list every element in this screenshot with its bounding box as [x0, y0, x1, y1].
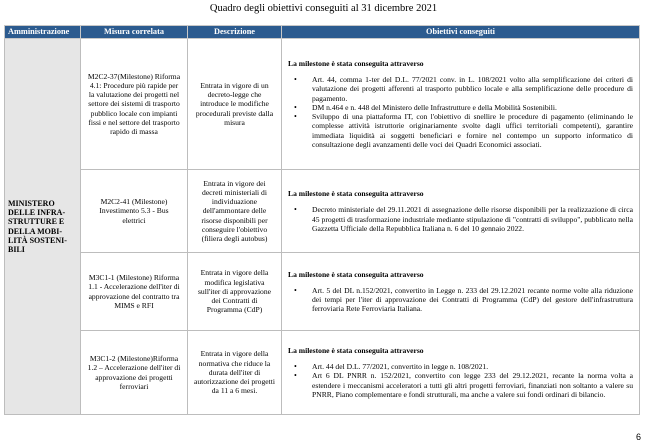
misura-cell: M3C1-2 (Milestone)Riforma 1.2 – Accelerazione dell'iter di approvazione dei progetti ferroviari: [81, 331, 188, 415]
list-item: • Art. 5 del DL n.152/2021, convertito in Legge n. 233 del 29.12.2021 recante norme volte alla riduzione dei tempi per l'iter di approvazione dei Contratti di Programma (CdP) del gestore dell'infrastruttura ferroviaria Rete Ferroviaria Italiana.: [294, 286, 633, 314]
table-row: [5, 170, 640, 253]
obiettivi-heading: La milestone è stata conseguita attraverso: [288, 345, 424, 355]
table-header-row: [5, 26, 640, 39]
descrizione-cell: Entrata in vigore della normativa che riduce la durata dell'iter di autorizzazione dei progetti da 11 a 6 mesi.: [188, 331, 282, 415]
obiettivi-cell: [282, 39, 640, 170]
obiettivi-cell: [282, 331, 640, 415]
obiettivi-cell: [282, 253, 640, 331]
descrizione-cell: Entrata in vigore dei decreti ministeriali di individuazione dell'ammontare delle risorse disponibili per conseguire l'obiettivo (filiera degli autobus): [188, 170, 282, 253]
table-row: [5, 253, 640, 331]
table-row: [5, 331, 640, 415]
obiettivi-cell: [282, 170, 640, 253]
header-obiettivi: Obiettivi conseguiti: [282, 26, 640, 39]
list-item: • Decreto ministeriale del 29.11.2021 di assegnazione delle risorse disponibili per la realizzazione di circa 45 progetti di trasformazione industriale mediante stipulazione di "contratti di sviluppo", pubblicato nella Gazzetta Ufficiale della Repubblica Italiana n. 6 del 10 gennaio 2022.: [294, 205, 633, 233]
obiettivi-list: [288, 286, 633, 314]
list-item: • Art. 44 del D.L. 77/2021, convertito in legge n. 108/2021.: [294, 362, 633, 371]
descrizione-cell: Entrata in vigore della modifica legislativa sull'iter di approvazione dei Contratti di Programma (CdP): [188, 253, 282, 331]
misura-cell: M2C2-41 (Milestone) Investimento 5.3 - Bus elettrici: [81, 170, 188, 253]
page-number: 6: [635, 432, 641, 442]
obiettivi-list: [288, 205, 633, 233]
header-descrizione: Descrizione: [188, 26, 282, 39]
list-item: • Sviluppo di una piattaforma IT, con l'obiettivo di snellire le procedure di pagamento (eliminando le complesse attività istruttorie originariamente svolte dagli uffici territoriali competenti), garantire immediata liquidità ai soggetti beneficiari e fornire nel contempo un supporto informatico di consultazione degli avanzamenti delle voci dei Quadri Economici associati.: [294, 112, 633, 149]
list-item: • DM n.464 e n. 448 del Ministero delle Infrastrutture e della Mobilità Sostenibili.: [294, 103, 633, 112]
list-item: • Art. 44, comma 1-ter del D.L. 77/2021 conv. in L. 108/2021 volto alla semplificazione dei criteri di valutazione dei progetti afferenti al trasporto pubblico locale e alla semplificazione delle procedure di pagamento.: [294, 75, 633, 103]
obiettivi-heading: La milestone è stata conseguita attraverso: [288, 58, 424, 68]
header-amministrazione: Amministrazione: [5, 26, 81, 39]
misura-cell: M3C1-1 (Milestone) Riforma 1.1 - Accelerazione dell'iter di approvazione del contratto tra MIMS e RFI: [81, 253, 188, 331]
obiettivi-heading: La milestone è stata conseguita attraverso: [288, 189, 424, 199]
obiettivi-list: [288, 362, 633, 399]
objectives-table: [4, 25, 640, 415]
obiettivi-list: [288, 75, 633, 149]
amministrazione-cell: MINISTERO DELLE INFRA-STRUTTURE E DELLA MOBI-LITÀ SOSTENI-BILI: [5, 39, 81, 415]
header-misura: Misura correlata: [81, 26, 188, 39]
list-item: • Art 6 DL PNRR n. 152/2021, convertito con legge 233 del 29.12.2021, recante la norma volta a estendere i meccanismi acceleratori a tutti gli altri progetti ferroviari, finanziati non soltanto a valere su PNRR, Piano complementare e fondi strutturali, ma anche a valere sui fondi ordinari di bilancio.: [294, 371, 633, 399]
obiettivi-heading: La milestone è stata conseguita attraverso: [288, 269, 424, 279]
page-title: Quadro degli obiettivi conseguiti al 31 dicembre 2021: [209, 3, 438, 14]
descrizione-cell: Entrata in vigore di un decreto-legge che introduce le modifiche procedurali previste dalla misura: [188, 39, 282, 170]
misura-cell: M2C2-37(Milestone) Riforma 4.1: Procedure più rapide per la valutazione dei progetti nel settore dei sistemi di trasporto pubblico locale con impianti fissi e nel settore del trasporto rapido di massa: [81, 39, 188, 170]
table-row: [5, 39, 640, 170]
